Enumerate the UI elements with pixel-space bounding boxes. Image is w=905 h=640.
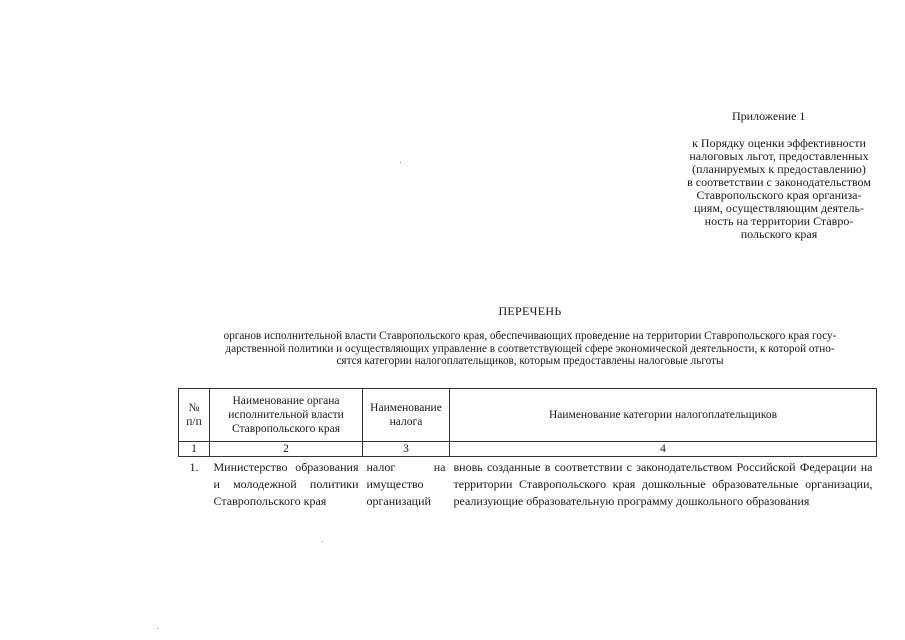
table-header-row: [179, 389, 877, 442]
appendix-line: к Порядку оценки эффективности: [692, 136, 866, 150]
column-number-row: [179, 442, 877, 457]
subtitle-line: дарственной политики и осуществляющих управление в соответствующей сфере экономической деятельности, к которой отно-: [225, 342, 835, 355]
column-number: 4: [450, 442, 877, 457]
column-number: 3: [363, 442, 450, 457]
appendix-line: в соответствии с законодательством: [687, 175, 871, 189]
row-category: вновь созданные в соответствии с законодательством Российской Федерации на территории Ставропольского края дошкольные образовательные организации, реализующие образовательную программу дошкольного образования: [453, 460, 873, 508]
column-number: 2: [210, 442, 363, 457]
row-number: 1.: [189, 460, 199, 474]
row-tax: налог на имущество организаций: [366, 460, 446, 508]
scan-speck: [322, 541, 323, 542]
scan-speck: [157, 628, 158, 629]
column-number: 1: [179, 442, 210, 457]
appendix-line: налоговых льгот, предоставленных: [689, 149, 869, 163]
header-tax: Наименование налога: [363, 389, 450, 442]
registry-table: [178, 388, 877, 510]
appendix-line: Ставропольского края организа-: [696, 188, 862, 202]
header-category: Наименование категории налогоплательщиков: [450, 389, 877, 442]
row-authority: Министерство образования и молодежной политики Ставропольского края: [213, 460, 359, 508]
appendix-line: польского края: [740, 227, 818, 241]
document-subtitle: [180, 330, 880, 368]
subtitle-line: органов исполнительной власти Ставропольского края, обеспечивающих проведение на территории Ставропольского края госу-: [223, 330, 837, 342]
appendix-block: [672, 110, 886, 241]
appendix-line: (планируемых к предоставлению): [692, 162, 866, 176]
subtitle-line: сятся категории налогоплательщиков, которым предоставлены налоговые льготы: [336, 355, 724, 367]
appendix-title: Приложение 1: [732, 109, 806, 123]
appendix-line: циям, осуществляющим деятель-: [693, 201, 865, 215]
table-row: [179, 457, 877, 511]
document-title: ПЕРЕЧЕНЬ: [498, 304, 562, 318]
header-authority: Наименование органа исполнительной власти Ставропольского края: [210, 389, 363, 442]
appendix-line: ность на территории Ставро-: [704, 214, 854, 228]
header-number: № п/п: [179, 389, 210, 442]
scan-speck: [400, 162, 401, 163]
